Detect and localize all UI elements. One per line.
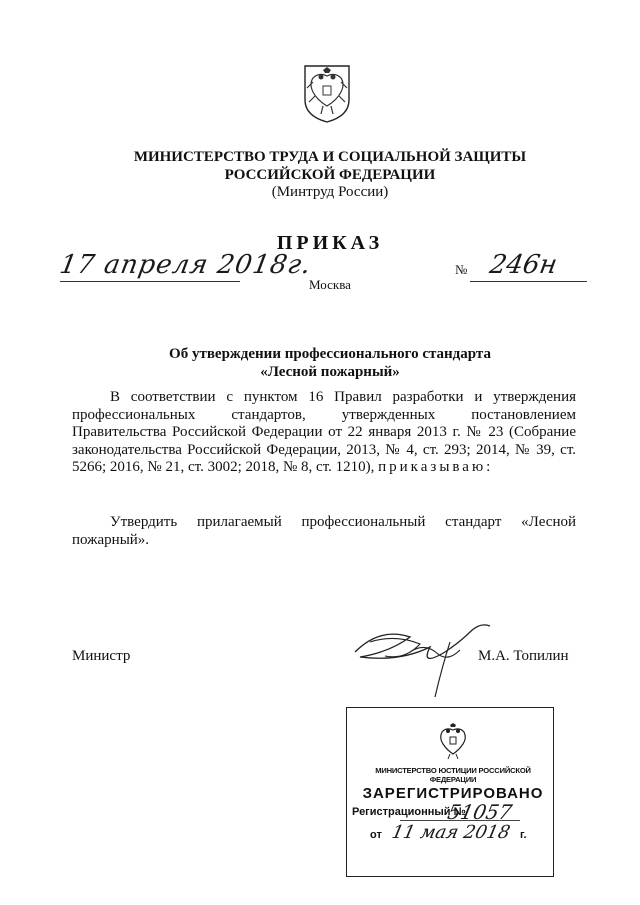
stamp-date: 11 мая 2018 xyxy=(389,822,512,843)
signatory-role: Министр xyxy=(72,648,131,664)
ministry-line1: МИНИСТЕРСТВО ТРУДА И СОЦИАЛЬНОЙ ЗАЩИТЫ xyxy=(133,149,527,165)
paragraph-1-ending: приказываю: xyxy=(378,459,494,475)
subject-line1: Об утверждении профессионального стандарта xyxy=(169,346,491,362)
order-date: 17 апреля 2018г. xyxy=(57,250,314,280)
coat-of-arms-icon xyxy=(301,62,353,124)
stamp-organization: МИНИСТЕРСТВО ЮСТИЦИИ РОССИЙСКОЙ ФЕДЕРАЦИИ xyxy=(375,766,531,784)
ministry-short-name: (Минтруд России) xyxy=(271,184,389,200)
stamp-reg-number: 51057 xyxy=(445,800,515,824)
order-title: ПРИКАЗ xyxy=(276,232,384,254)
subject-line2: «Лесной пожарный» xyxy=(260,364,400,380)
stamp-reg-label: Регистрационный № xyxy=(352,806,466,818)
stamp-number-underline xyxy=(400,820,520,821)
body-paragraph-1 xyxy=(72,389,576,477)
stamp-eagle-icon xyxy=(436,722,470,760)
stamp-year-suffix: г. xyxy=(520,829,527,841)
body-paragraph-2: Утвердить прилагаемый профессиональный стандарт «Лесной пожарный». xyxy=(72,514,576,548)
stamp-status: ЗАРЕГИСТРИРОВАНО xyxy=(362,785,544,802)
ministry-name xyxy=(0,148,640,184)
order-subject xyxy=(0,345,640,381)
stamp-from-label: от xyxy=(370,829,382,841)
paragraph-1-text: В соответствии с пунктом 16 Правил разработки и утверждения профессиональных стандартов, утвержденных постановлением Правительства Российской Федерации от 22 января 2013 г. № 23 (Собрание законодательства Российской Федерации, 2013, № 4, ст. 293; 2014, № 39, ст. 5266; 2016, № 21, ст. 3002; 2018, № 8, ст. 1210), xyxy=(72,389,576,475)
order-city: Москва xyxy=(309,277,351,292)
order-number: 246н xyxy=(487,250,560,280)
order-number-label: № xyxy=(455,262,468,277)
ministry-line2: РОССИЙСКОЙ ФЕДЕРАЦИИ xyxy=(224,167,436,183)
signatory-name: М.А. Топилин xyxy=(478,648,569,664)
